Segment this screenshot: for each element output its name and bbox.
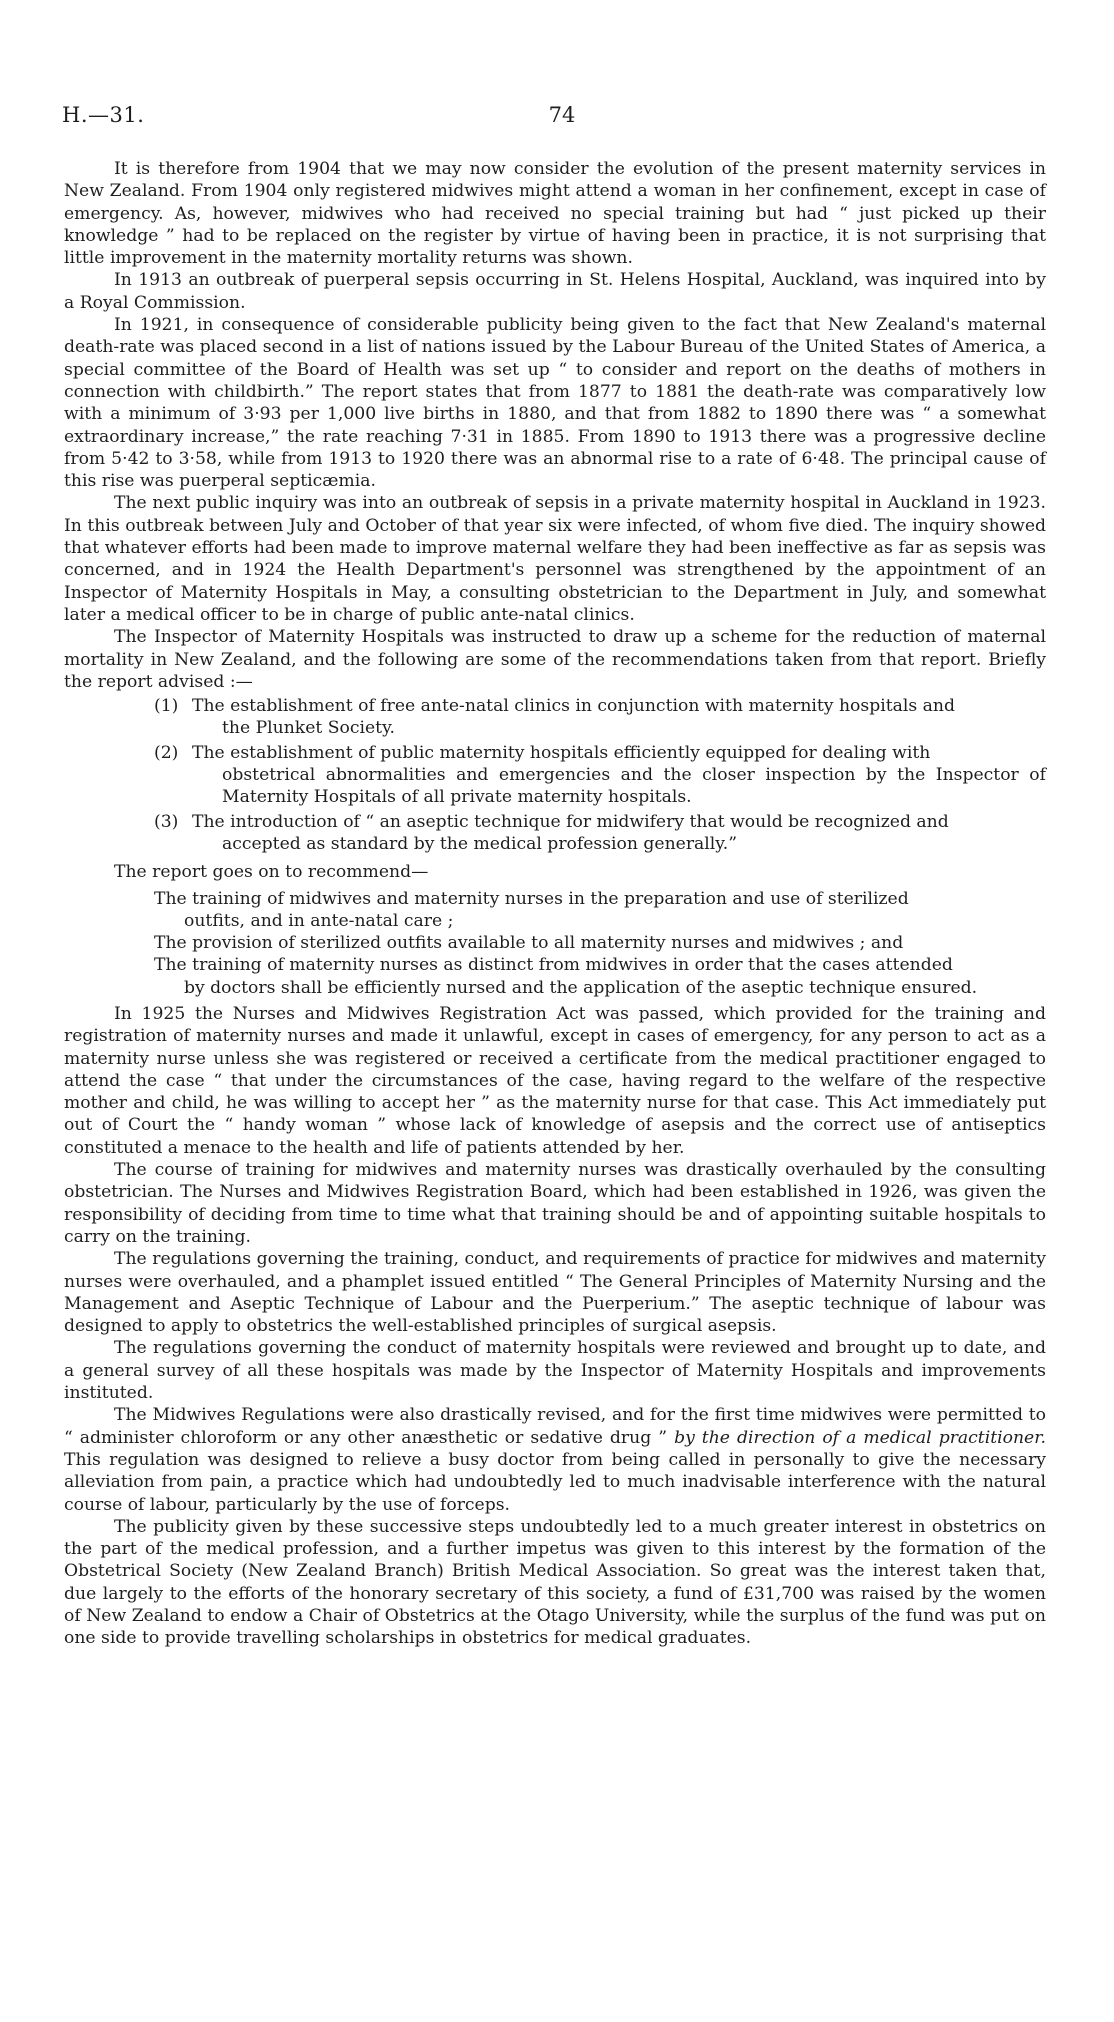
list-number: (2) <box>154 742 179 763</box>
paragraph: The publicity given by these successive steps undoubtedly led to a much greater interest in obstetrics on the part of the medical profession, and a further impetus was given to this interest by the formation of the Obstetrical Society (New Zealand Branch) British Medical Association. So great was the interest taken that, due largely to the efforts of the honorary secretary of this society, a fund of £31,700 was raised by the women of New Zealand to endow a Chair of Obstetrics at the Otago University, while the surplus of the fund was put on one side to provide travelling scholarships in obstetrics for medical graduates. <box>64 1516 1046 1649</box>
paragraph: In 1925 the Nurses and Midwives Registration Act was passed, which provided for the training and registration of maternity nurses and made it unlawful, except in cases of emergency, for any person to act as a maternity nurse unless she was registered or received a certificate from the medical practitioner engaged to attend the case “ that under the circumstances of the case, having regard to the welfare of the respective mother and child, he was willing to accept her ” as the maternity nurse for that case. This Act immediately put out of Court the “ handy woman ” whose lack of knowledge of asepsis and the correct use of antiseptics constituted a menace to the health and life of patients attended by her. <box>64 1003 1046 1158</box>
list-item-text: The establishment of free ante-natal clinics in conjunction with maternity hospitals and <box>192 696 955 717</box>
recommend-list <box>64 888 1046 999</box>
list-item-continuation: accepted as standard by the medical profession generally.” <box>222 833 737 854</box>
paragraph: In 1913 an outbreak of puerperal sepsis occurring in St. Helens Hospital, Auckland, was inquired into by a Royal Commission. <box>64 270 1046 313</box>
list-item <box>64 954 1046 999</box>
paragraph: It is therefore from 1904 that we may now consider the evolution of the present maternity services in New Zealand. From 1904 only registered midwives might attend a woman in her confinement, except in case of emergency. As, however, midwives who had received no special training but had “ just picked up their knowledge ” had to be replaced on the register by virtue of having been in practice, it is not surprising that little improvement in the maternity mortality returns was shown. <box>64 159 1046 269</box>
list-item <box>64 932 1046 954</box>
list-item <box>64 888 1046 933</box>
paragraph: The regulations governing the training, conduct, and requirements of practice for midwives and maternity nurses were overhauled, and a phamplet issued entitled “ The General Principles of Maternity Nursing and the Management and Aseptic Technique of Labour and the Puerperium.” The aseptic technique of labour was designed to apply to obstetrics the well-established principles of surgical asepsis. <box>64 1249 1046 1337</box>
list-number: (1) <box>154 696 179 717</box>
paragraph <box>64 1404 1046 1515</box>
advised-list <box>64 695 1046 855</box>
emphasized-text: by the direction of a medical practitioner. <box>674 1427 1046 1448</box>
list-item-text: The training of midwives and maternity nurses in the preparation and use of sterilized <box>154 888 909 909</box>
list-item-continuation: outfits, and in ante-natal care ; <box>184 910 454 931</box>
list-item-continuation: obstetrical abnormalities and emergencies and the closer inspection by the Inspector of Maternity Hospitals of all private maternity hospitals. <box>222 765 1046 808</box>
list-item-text: The establishment of public maternity hospitals efficiently equipped for dealing with <box>192 742 931 763</box>
list-item <box>64 695 1046 740</box>
paragraph: The regulations governing the conduct of maternity hospitals were reviewed and brought up to date, and a general survey of all these hospitals was made by the Inspector of Maternity Hospitals and improvements instituted. <box>64 1338 1046 1404</box>
paragraph-text: This regulation was designed to relieve a busy doctor from being called in personally to give the necessary alleviation from pain, a practice which had undoubtedly led to much inadvisable interference with the natural course of labour, particularly by the use of forceps. <box>64 1449 1046 1515</box>
list-item-continuation: the Plunket Society. <box>222 718 395 739</box>
list-item-continuation: by doctors shall be efficiently nursed and the application of the aseptic technique ensured. <box>184 977 978 998</box>
page-header <box>62 103 1052 139</box>
list-item <box>64 811 1046 856</box>
list-item <box>64 742 1046 809</box>
list-item-text: The provision of sterilized outfits available to all maternity nurses and midwives ; and <box>154 933 904 954</box>
paragraph: The Inspector of Maternity Hospitals was instructed to draw up a scheme for the reduction of maternal mortality in New Zealand, and the following are some of the recommendations taken from that report. Briefly the report advised :— <box>64 627 1046 692</box>
page-number: 74 <box>548 103 576 127</box>
list-number: (3) <box>154 811 179 832</box>
paragraph-text: The Midwives Regulations were also drastically revised, and for the first time midwives were permitted to “ administer chloroform or any other anæsthetic or sedative drug ” <box>64 1405 1046 1448</box>
list-item-text: The training of maternity nurses as distinct from midwives in order that the cases attended <box>154 955 953 976</box>
recommend-intro: The report goes on to recommend— <box>114 862 429 883</box>
document-reference: H.—31. <box>62 103 145 127</box>
paragraph: The course of training for midwives and maternity nurses was drastically overhauled by the consulting obstetrician. The Nurses and Midwives Registration Board, which had been established in 1926, was given the responsibility of deciding from time to time what that training should be and of appointing suitable hospitals to carry on the training. <box>64 1160 1046 1247</box>
list-item-text: The introduction of “ an aseptic technique for midwifery that would be recognized and <box>192 811 949 832</box>
paragraph: The next public inquiry was into an outbreak of sepsis in a private maternity hospital in Auckland in 1923. In this outbreak between July and October of that year six were infected, of whom five died. The inquiry showed that whatever efforts had been made to improve maternal welfare they had been ineffective as far as sepsis was concerned, and in 1924 the Health Department's personnel was strengthened by the appointment of an Inspector of Maternity Hospitals in May, a consulting obstetrician to the Department in July, and somewhat later a medical officer to be in charge of public ante-natal clinics. <box>64 493 1046 625</box>
document-body <box>64 158 1046 1650</box>
paragraph: In 1921, in consequence of considerable publicity being given to the fact that New Zealand's maternal death-rate was placed second in a list of nations issued by the Labour Bureau of the United States of America, a special committee of the Board of Health was set up “ to consider and report on the deaths of mothers in connection with childbirth.” The report states that from 1877 to 1881 the death-rate was comparatively low with a minimum of 3·93 per 1,000 live births in 1880, and that from 1882 to 1890 there was “ a somewhat extraordinary increase,” the rate reaching 7·31 in 1885. From 1890 to 1913 there was a progressive decline from 5·42 to 3·58, while from 1913 to 1920 there was an abnormal rise to a rate of 6·48. The principal cause of this rise was puerperal septicæmia. <box>64 315 1046 492</box>
